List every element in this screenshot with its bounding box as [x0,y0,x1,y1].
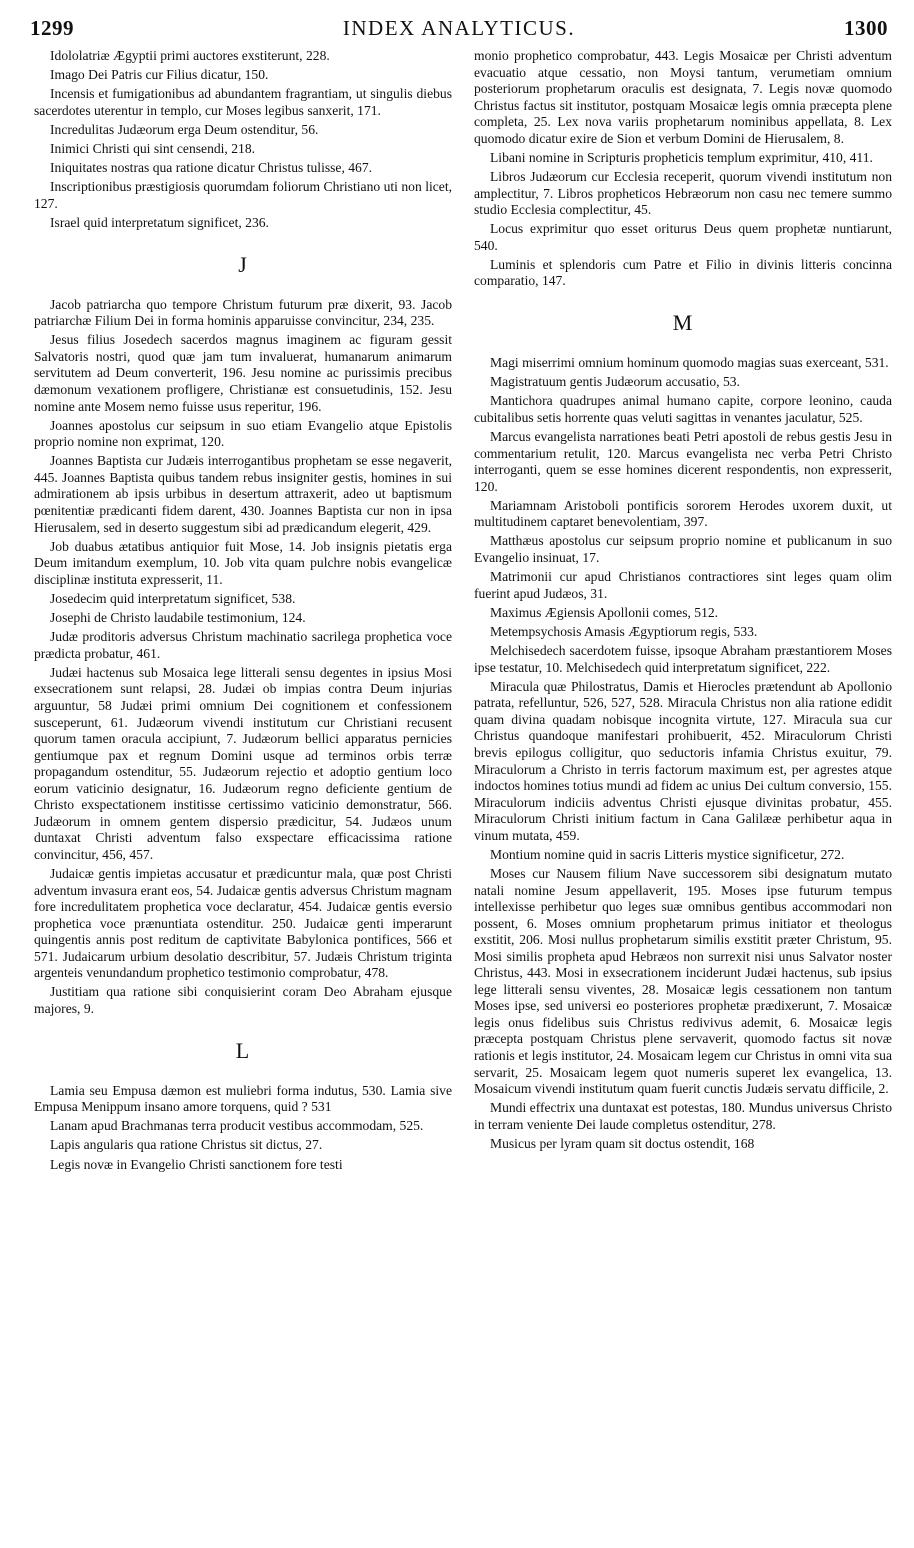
page-header [30,14,888,46]
index-entry: Musicus per lyram quam sit doctus ostendit, 168 [490,1135,755,1151]
index-entry: Magistratuum gentis Judæorum accusatio, 53. [490,374,740,390]
page-number-left: 1299 [30,16,74,40]
section-letter: L [235,1037,251,1063]
index-entry: Jacob patriarcha quo tempore Christum futurum præ dixerit, 93. Jacob patriarchæ Filium Dei in forma hominis apparuisse convincitur, 234, 235. [34,296,452,329]
index-entry: Inimici Christi qui sint censendi, 218. [50,141,256,157]
index-entry: Israel quid interpretatum significet, 236. [50,215,269,231]
index-entry: Marcus evangelista narrationes beati Petri apostoli de rebus gestis Jesu in commentarium retulit, 120. Marcus evangelista nec verba Petri Christo interroganti, quem se esse homines dicerent respondentis, non expresserit, 120. [474,429,892,494]
index-entry: Inscriptionibus præstigiosis quorumdam foliorum Christiano uti non licet, 127. [34,179,452,211]
index-entry: Magi miserrimi omnium hominum quomodo magias suas exerceant, 531. [490,355,889,371]
index-entry: Miracula quæ Philostratus, Damis et Hierocles prætendunt ab Apollonio patrata, refelluntur, 526, 527, 528. Miracula Christus non alia ratione edidit quam divina quadam nobisque incognita virtute, 127. Miracula sua cur Christus quandoque manifestari prohibuerit, 452. Miraculorum Christi brevis epilogus colligitur, quo seductoris infamia Christus exuitur, 79. Miraculorum a Christo in terris factorum maximum est, per agrestes atque indoctos homines totius mundi ad fidem ac unius Dei cultum conversio, 155. Miraculorum indiciis adventus Christi ejusque divinitas probatur, 455. Miraculorum Christi initium factum in Cana Galilææ perhibetur aqua in vinum mutata, 459. [474,678,892,843]
index-entry: Mundi effectrix una duntaxat est potestas, 180. Mundus universus Christo in terram veniente Dei laude completus ostenditur, 278. [474,1100,892,1132]
index-entry: Imago Dei Patris cur Filius dicatur, 150. [50,67,269,83]
index-entry: Judæi hactenus sub Mosaica lege litterali sensu degentes in ipsius Mosi exsecrationem sunt relapsi, 28. Judæi ob impias contra Deum injurias arguuntur, 58 Judæi primi omnium Dei cognitionem et confessionem susceperunt, 61. Judæorum vivendi institutum cur Christiani recusent quorum tamen oracula accipiunt, 7. Judæorum bellici apparatus pernicies gentiumque pax et regnum Domini usque ad terminos orbis terræ propagandum ostenditur, 55. Judæorum rejectio et adoptio gentium loco eorum vaticinio designatur, 16. Judæorum regno deficiente gentium de Christo exspectationem institisse certissimo vaticinio demonstratur, 566. Judæorum in omnem gentem dispersio prædicitur, 54. Judæos unum duntaxat Christi adventum falso exspectare efficacissima ratione convincitur, 456, 457. [34,664,452,862]
index-entry: Libros Judæorum cur Ecclesia receperit, quorum vivendi institutum non amplectitur, 7. Libros propheticos Hebræorum non casu nec temere summo studio Ecclesia complectitur, 45. [474,169,892,218]
page-number-right: 1300 [844,16,888,40]
index-entry: Joannes apostolus cur seipsum in suo etiam Evangelio atque Epistolis proprio nomine non exprimat, 120. [34,417,452,450]
index-entry: Josedecim quid interpretatum significet, 538. [50,590,296,606]
index-entry: Mariamnam Aristoboli pontificis sororem Herodes uxorem duxit, ut multitudinem captaret benevolentiam, 397. [474,497,892,530]
index-entry: Maximus Ægiensis Apollonii comes, 512. [490,604,719,620]
index-entry: Lanam apud Brachmanas terra producit vestibus accommodam, 525. [50,1118,424,1134]
index-entry: Metempsychosis Amasis Ægyptiorum regis, 533. [490,623,758,639]
index-entry: Justitiam qua ratione sibi conquisierint coram Deo Abraham ejusque majores, 9. [34,984,452,1016]
index-entry: Moses cur Nausem filium Nave successorem sibi designatum mutato natali nomine Jesum appellaverit, 195. Moses ipse futurum tempus intellexisse perhibetur quo leges suæ omnibus gentibus accommodari non possent, 6. Moses omnium prophetarum primus initiator et theologus exstitit, 206. Mosi nullus prophetarum similis exstitit præter Christum, 95. Mosi similis propheta apud Hebræos non surrexit nisi unus Salvator noster Christus, 443. Mosi in exsecrationem inciderunt Judæi hactenus, sub ipsius lege litterali sensu viventes, 28. Mosaicæ legis cessationem non tantum Moses ipse, sed universi eo posteriores prophetæ prædixerunt, 7. Mosaicæ legis onus fidelibus suis Christus redivivus ademit, 6. Mosaicæ legis præcepta postquam Christus plene servaverit, quomodo factus sit novæ rationis et legis institutor, 24. Mosaicam legem cur Christus in omni vita sua servarit, 25. Mosaicam legem quot numeris superet lex evangelica, 13. Mosaicum vivendi institutum quam fuerit cunctis Judæis servatu difficile, 2. [474,866,892,1097]
index-entry: Idololatriæ Ægyptii primi auctores exstiterunt, 228. [50,48,330,63]
running-title: INDEX ANALYTICUS. [342,16,576,40]
index-entry: Libani nomine in Scripturis propheticis templum exprimitur, 410, 411. [490,149,873,165]
index-entry: Matthæus apostolus cur seipsum proprio nomine et publicanum in suo Evangelio insinuat, 17. [474,533,892,566]
index-entry: Judæ proditoris adversus Christum machinatio sacrilega prophetica voce prædicta probatur, 461. [34,629,452,661]
index-entry: Lamia seu Empusa dæmon est muliebri forma indutus, 530. Lamia sive Empusa Menippum insano amore torquens, quid ? 531 [34,1082,452,1115]
index-entry: Locus exprimitur quo esset oriturus Deus quem prophetæ nuntiarunt, 540. [474,221,892,253]
index-entry: monio prophetico comprobatur, 443. Legis Mosaicæ per Christi adventum evacuatio atque cessatio, non Moysi tantum, verumetiam omnium posteriorum prophetarum oraculis est designata, 7. Legis novæ quomodo Christus factus sit institutor, postquam Mosaicæ legis omnia præcepta plene completa, 25. Lex nova variis prophetarum nominibus appellata, 8. Lex quomodo dicatur exire de Sion et verbum Domini de Hierusalem, 8. [474,48,892,146]
index-entry: Melchisedech sacerdotem fuisse, ipsoque Abraham præstantiorem Moses ipse testatur, 10. Melchisedech quid interpretatum significet, 222. [474,643,892,675]
index-entry: Job duabus ætatibus antiquior fuit Mose, 14. Job insignis pietatis erga Deum imitandum exemplum, 10. Job vita quam pulchre nobis evangelicæ disciplinæ instituta expresserit, 11. [34,538,452,587]
index-entry: Legis novæ in Evangelio Christi sanctionem fore testi [50,1156,343,1172]
index-entry: Judaicæ gentis impietas accusatur et prædicuntur mala, quæ post Christi adventum invasura erant eos, 54. Judaicæ gentis adversus Christum magnam fore incredulitatem prophetica voce declaratur, 454. Judaicæ gentis eversio prophetica voce prænuntiata ostenditur. 250. Judaicæ genti imperarunt quingentis annis post reditum de captivitate Babylonica pontifices, 566 et 571. Judaicarum urbium desolatio describitur, 57. Judæis Christum triginta argenteis venundandum prophetico testimonio comprobatur, 478. [34,866,452,981]
index-columns [34,48,892,1538]
section-letter: M [672,310,694,336]
left-column [34,48,452,1538]
index-entry: Jesus filius Josedech sacerdos magnus imaginem ac figuram gessit Salvatoris nostri, quod quæ jam tum invaluerat, humanarum animarum servitutem ad Deum converterit, 196. Jesu nomine ac purissimis precibus dæmonum vexationem profligere, Christianæ est consuetudinis, 152. Jesu nomine ante Mosem nemo fuisse usus reperitur, 196. [34,332,452,414]
index-entry: Iniquitates nostras qua ratione dicatur Christus tulisse, 467. [50,160,373,176]
index-entry: Incensis et fumigationibus ad abundantem fragrantiam, ut singulis diebus sacerdotes uterentur in templo, cur Moses legibus sanxerit, 171. [34,86,452,118]
index-entry: Luminis et splendoris cum Patre et Filio in divinis litteris concinna comparatio, 147. [474,256,892,289]
right-column [474,48,892,1538]
index-entry: Joannes Baptista cur Judæis interrogantibus prophetam se esse negaverit, 445. Joannes Baptista quibus tandem rebus insigniter gestis, homines in sui admirationem ab ipsis urbibus in desertum attraxerit, adeo ut baptismum pœnitentiæ prædicanti fidem darent, 430. Joannes Baptista cur non in ipsa Hierusalem, sed in deserto suggestum sibi ad prædicandum elegerit, 429. [34,453,452,535]
index-entry: Matrimonii cur apud Christianos contractiores sint leges quam olim fuerint apud Judæos, 31. [474,569,892,601]
section-letter: J [238,251,248,277]
index-entry: Montium nomine quid in sacris Litteris mystice significetur, 272. [490,846,845,862]
index-entry: Incredulitas Judæorum erga Deum ostenditur, 56. [50,121,319,137]
index-entry: Mantichora quadrupes animal humano capite, corpore leonino, cauda cubitalibus setis horrente quas veluti sagittas in venantes jaculatur, 525. [474,393,892,425]
index-entry: Josephi de Christo laudabile testimonium, 124. [50,610,306,626]
index-entry: Lapis angularis qua ratione Christus sit dictus, 27. [50,1137,323,1153]
